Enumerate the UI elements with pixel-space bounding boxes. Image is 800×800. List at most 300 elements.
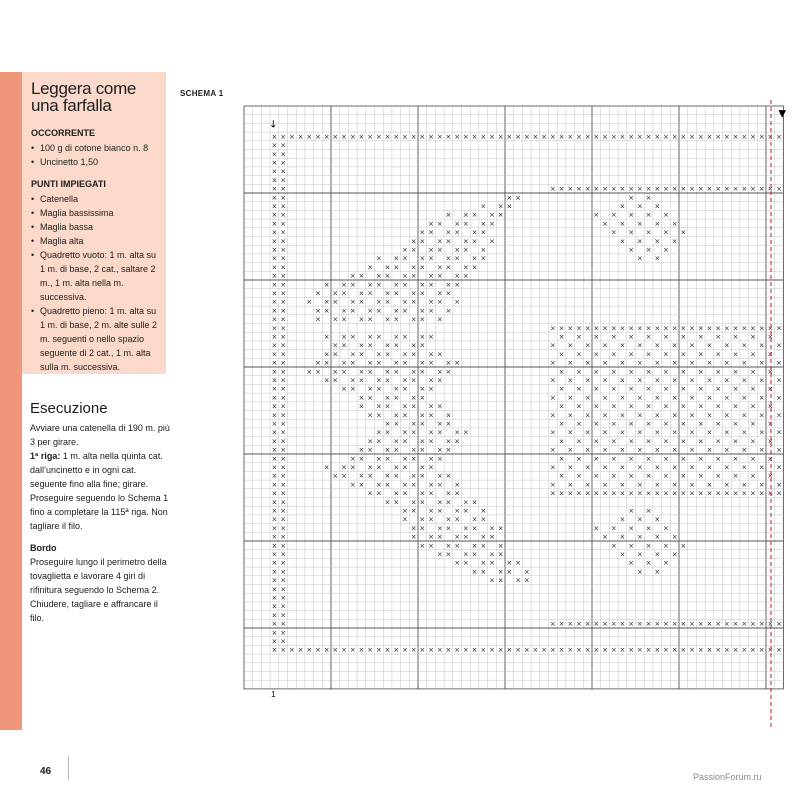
svg-text:×: × xyxy=(706,463,713,472)
svg-text:×: × xyxy=(367,332,374,341)
svg-text:×: × xyxy=(471,228,478,237)
svg-text:×: × xyxy=(280,298,287,307)
svg-text:×: × xyxy=(680,419,687,428)
svg-text:×: × xyxy=(558,419,565,428)
svg-text:×: × xyxy=(358,315,365,324)
svg-text:×: × xyxy=(776,646,782,655)
svg-text:×: × xyxy=(558,489,565,498)
svg-text:×: × xyxy=(602,393,608,402)
svg-text:×: × xyxy=(628,506,635,515)
svg-text:×: × xyxy=(393,263,400,272)
svg-text:×: × xyxy=(663,367,669,376)
punti-heading: PUNTI IMPIEGATI xyxy=(31,179,106,189)
svg-text:×: × xyxy=(628,559,635,568)
svg-text:×: × xyxy=(436,498,443,507)
svg-text:×: × xyxy=(280,141,287,150)
svg-text:×: × xyxy=(454,280,461,289)
svg-text:×: × xyxy=(776,376,782,385)
svg-text:×: × xyxy=(776,341,782,350)
svg-text:×: × xyxy=(271,463,278,472)
svg-text:×: × xyxy=(767,472,774,481)
svg-text:×: × xyxy=(776,446,782,455)
svg-text:×: × xyxy=(758,620,765,629)
svg-text:×: × xyxy=(723,463,730,472)
svg-text:×: × xyxy=(576,489,582,498)
svg-text:×: × xyxy=(654,567,661,576)
svg-text:×: × xyxy=(436,550,443,559)
svg-text:×: × xyxy=(645,524,652,533)
svg-text:×: × xyxy=(628,385,635,394)
svg-text:×: × xyxy=(384,315,391,324)
svg-text:×: × xyxy=(480,515,487,524)
svg-text:×: × xyxy=(593,472,600,481)
svg-text:×: × xyxy=(750,419,756,428)
svg-text:×: × xyxy=(619,376,626,385)
svg-text:×: × xyxy=(706,393,713,402)
svg-text:×: × xyxy=(393,437,400,446)
svg-text:×: × xyxy=(680,228,687,237)
svg-text:×: × xyxy=(271,402,278,411)
svg-text:×: × xyxy=(271,324,278,333)
svg-text:×: × xyxy=(280,585,287,594)
svg-text:×: × xyxy=(671,132,678,141)
svg-text:×: × xyxy=(645,402,652,411)
svg-text:×: × xyxy=(671,237,678,246)
svg-text:×: × xyxy=(689,185,695,194)
svg-text:×: × xyxy=(602,219,608,228)
svg-text:×: × xyxy=(645,506,652,515)
svg-text:×: × xyxy=(758,480,765,489)
list-item: • Quadretto pieno: 1 m. alta su 1 m. di base, 2 m. alte sulle 2 m. seguenti o nello spazio seguente di 2 cat., 1 m. alta sulla m. successiva. xyxy=(31,304,160,374)
svg-text:×: × xyxy=(567,185,574,194)
svg-text:×: × xyxy=(628,245,635,254)
svg-text:×: × xyxy=(549,341,556,350)
svg-text:×: × xyxy=(619,480,626,489)
svg-text:×: × xyxy=(636,646,643,655)
svg-text:×: × xyxy=(410,524,417,533)
svg-text:×: × xyxy=(393,385,400,394)
svg-text:×: × xyxy=(671,376,678,385)
svg-text:×: × xyxy=(671,646,678,655)
svg-text:×: × xyxy=(323,350,330,359)
svg-text:×: × xyxy=(767,324,774,333)
svg-text:×: × xyxy=(349,359,356,368)
svg-text:×: × xyxy=(280,489,287,498)
start-arrow-icon: ↓ xyxy=(269,119,278,131)
svg-text:×: × xyxy=(584,480,591,489)
svg-text:×: × xyxy=(271,602,278,611)
svg-text:×: × xyxy=(480,541,487,550)
svg-text:×: × xyxy=(402,480,408,489)
svg-text:×: × xyxy=(706,376,713,385)
svg-text:×: × xyxy=(436,480,443,489)
svg-text:×: × xyxy=(410,341,417,350)
svg-text:×: × xyxy=(645,245,652,254)
svg-text:×: × xyxy=(393,463,400,472)
svg-text:×: × xyxy=(480,219,487,228)
svg-text:×: × xyxy=(280,237,287,246)
svg-text:×: × xyxy=(428,350,434,359)
svg-text:×: × xyxy=(549,489,556,498)
svg-text:×: × xyxy=(689,489,695,498)
svg-text:×: × xyxy=(567,411,574,420)
svg-text:×: × xyxy=(697,454,704,463)
svg-text:×: × xyxy=(628,211,635,220)
svg-text:×: × xyxy=(271,593,278,602)
svg-text:×: × xyxy=(410,446,417,455)
svg-text:×: × xyxy=(349,350,356,359)
svg-text:×: × xyxy=(619,359,626,368)
svg-text:×: × xyxy=(271,393,278,402)
svg-text:×: × xyxy=(384,263,391,272)
svg-text:×: × xyxy=(419,228,426,237)
svg-text:×: × xyxy=(402,437,408,446)
svg-text:×: × xyxy=(402,245,408,254)
svg-text:×: × xyxy=(558,454,565,463)
svg-text:×: × xyxy=(410,480,417,489)
svg-text:×: × xyxy=(419,341,426,350)
svg-text:×: × xyxy=(506,132,513,141)
svg-text:×: × xyxy=(654,550,661,559)
svg-text:×: × xyxy=(541,132,548,141)
svg-text:×: × xyxy=(671,480,678,489)
svg-text:×: × xyxy=(549,411,556,420)
svg-text:×: × xyxy=(341,332,347,341)
svg-text:×: × xyxy=(584,376,591,385)
svg-text:×: × xyxy=(489,646,495,655)
bordo-label-text: Bordo xyxy=(30,543,57,553)
svg-text:×: × xyxy=(428,454,434,463)
svg-text:×: × xyxy=(654,646,661,655)
svg-text:×: × xyxy=(341,280,347,289)
svg-text:×: × xyxy=(471,237,478,246)
svg-text:×: × xyxy=(706,359,713,368)
svg-text:×: × xyxy=(375,428,382,437)
svg-text:×: × xyxy=(375,332,382,341)
svg-text:×: × xyxy=(663,324,669,333)
svg-text:×: × xyxy=(341,463,347,472)
svg-text:×: × xyxy=(697,385,704,394)
svg-text:×: × xyxy=(645,454,652,463)
svg-text:×: × xyxy=(645,419,652,428)
svg-text:×: × xyxy=(567,132,574,141)
svg-text:×: × xyxy=(636,411,643,420)
svg-text:×: × xyxy=(341,385,347,394)
svg-text:×: × xyxy=(445,211,452,220)
svg-text:×: × xyxy=(349,385,356,394)
svg-text:×: × xyxy=(732,646,739,655)
svg-text:×: × xyxy=(271,350,278,359)
svg-text:×: × xyxy=(750,437,756,446)
svg-text:×: × xyxy=(288,646,295,655)
svg-text:×: × xyxy=(750,489,756,498)
svg-text:×: × xyxy=(645,646,652,655)
svg-text:×: × xyxy=(663,211,669,220)
svg-text:×: × xyxy=(689,132,695,141)
svg-text:×: × xyxy=(480,228,487,237)
svg-text:×: × xyxy=(732,454,739,463)
svg-text:×: × xyxy=(654,219,661,228)
article-title xyxy=(31,80,160,114)
svg-text:×: × xyxy=(558,402,565,411)
svg-text:×: × xyxy=(367,341,374,350)
svg-text:×: × xyxy=(306,367,313,376)
svg-text:×: × xyxy=(602,489,608,498)
svg-text:×: × xyxy=(497,646,504,655)
svg-text:×: × xyxy=(636,446,643,455)
svg-text:×: × xyxy=(454,506,461,515)
svg-text:×: × xyxy=(558,350,565,359)
svg-text:×: × xyxy=(602,324,608,333)
svg-text:×: × xyxy=(558,437,565,446)
svg-text:×: × xyxy=(558,620,565,629)
list-item: • Uncinetto 1,50 xyxy=(31,155,160,169)
svg-text:×: × xyxy=(436,237,443,246)
svg-text:×: × xyxy=(489,132,495,141)
svg-text:×: × xyxy=(271,585,278,594)
svg-text:×: × xyxy=(767,419,774,428)
svg-text:×: × xyxy=(349,463,356,472)
svg-text:×: × xyxy=(689,446,695,455)
svg-text:×: × xyxy=(715,402,722,411)
svg-text:×: × xyxy=(567,463,574,472)
svg-text:×: × xyxy=(384,446,391,455)
svg-text:×: × xyxy=(506,646,513,655)
svg-text:×: × xyxy=(619,646,626,655)
svg-text:×: × xyxy=(593,437,600,446)
row-arrow-icon: ▼ xyxy=(778,108,787,120)
svg-text:×: × xyxy=(636,567,643,576)
svg-text:×: × xyxy=(506,193,513,202)
svg-text:×: × xyxy=(384,393,391,402)
svg-text:×: × xyxy=(636,620,643,629)
svg-text:×: × xyxy=(776,489,782,498)
svg-text:×: × xyxy=(680,324,687,333)
svg-text:×: × xyxy=(619,132,626,141)
svg-text:×: × xyxy=(341,289,347,298)
svg-text:×: × xyxy=(628,132,635,141)
svg-text:×: × xyxy=(341,315,347,324)
svg-text:×: × xyxy=(471,498,478,507)
svg-text:×: × xyxy=(584,132,591,141)
svg-text:×: × xyxy=(445,254,452,263)
svg-text:×: × xyxy=(454,359,461,368)
svg-text:×: × xyxy=(541,646,548,655)
svg-text:×: × xyxy=(610,419,617,428)
svg-text:×: × xyxy=(454,646,461,655)
svg-text:×: × xyxy=(567,376,574,385)
title-line-2: una farfalla xyxy=(31,96,112,115)
svg-text:×: × xyxy=(567,324,574,333)
svg-text:×: × xyxy=(419,541,426,550)
svg-text:×: × xyxy=(358,367,365,376)
svg-text:×: × xyxy=(445,550,452,559)
schema-label: SCHEMA 1 xyxy=(180,89,224,98)
svg-text:×: × xyxy=(436,533,443,542)
svg-text:×: × xyxy=(402,428,408,437)
svg-text:×: × xyxy=(436,454,443,463)
svg-text:×: × xyxy=(436,506,443,515)
svg-text:×: × xyxy=(602,620,608,629)
svg-text:×: × xyxy=(358,446,365,455)
svg-text:×: × xyxy=(402,359,408,368)
svg-text:×: × xyxy=(776,359,782,368)
svg-text:×: × xyxy=(750,454,756,463)
svg-text:×: × xyxy=(375,646,382,655)
svg-text:×: × xyxy=(723,489,730,498)
svg-text:×: × xyxy=(680,472,687,481)
svg-text:×: × xyxy=(454,541,461,550)
svg-text:×: × xyxy=(436,263,443,272)
svg-text:×: × xyxy=(619,237,626,246)
svg-text:×: × xyxy=(680,620,687,629)
svg-text:×: × xyxy=(767,402,774,411)
svg-text:×: × xyxy=(523,646,530,655)
svg-text:×: × xyxy=(489,576,495,585)
svg-text:×: × xyxy=(271,150,278,159)
svg-text:×: × xyxy=(280,332,287,341)
svg-text:×: × xyxy=(610,489,617,498)
svg-text:×: × xyxy=(341,132,347,141)
svg-text:×: × xyxy=(280,463,287,472)
svg-text:×: × xyxy=(558,646,565,655)
esecuzione-title: Esecuzione xyxy=(30,400,108,417)
svg-text:×: × xyxy=(271,167,278,176)
svg-text:×: × xyxy=(741,393,748,402)
riga-paragraph xyxy=(30,449,170,533)
svg-text:×: × xyxy=(436,350,443,359)
svg-text:×: × xyxy=(715,472,722,481)
svg-text:×: × xyxy=(671,324,678,333)
svg-text:×: × xyxy=(732,185,739,194)
svg-text:×: × xyxy=(732,472,739,481)
svg-text:×: × xyxy=(602,185,608,194)
svg-text:×: × xyxy=(280,280,287,289)
svg-text:×: × xyxy=(480,559,487,568)
svg-text:×: × xyxy=(445,359,452,368)
svg-text:×: × xyxy=(462,219,469,228)
svg-text:×: × xyxy=(776,463,782,472)
svg-text:×: × xyxy=(280,611,287,620)
svg-text:×: × xyxy=(402,515,408,524)
svg-text:×: × xyxy=(741,489,748,498)
svg-text:×: × xyxy=(402,272,408,281)
svg-text:×: × xyxy=(367,472,374,481)
svg-text:×: × xyxy=(428,541,434,550)
svg-text:×: × xyxy=(663,350,669,359)
svg-text:×: × xyxy=(454,219,461,228)
svg-text:×: × xyxy=(645,350,652,359)
svg-text:×: × xyxy=(306,132,313,141)
svg-text:×: × xyxy=(654,237,661,246)
svg-text:×: × xyxy=(732,419,739,428)
svg-text:×: × xyxy=(445,280,452,289)
svg-text:×: × xyxy=(697,437,704,446)
svg-text:×: × xyxy=(367,132,374,141)
svg-text:×: × xyxy=(445,289,452,298)
svg-text:×: × xyxy=(758,185,765,194)
bordo-label xyxy=(30,541,170,555)
crochet-chart xyxy=(238,100,787,735)
svg-text:×: × xyxy=(280,359,287,368)
svg-text:×: × xyxy=(593,367,600,376)
svg-text:×: × xyxy=(410,237,417,246)
svg-text:×: × xyxy=(758,646,765,655)
svg-text:×: × xyxy=(497,524,504,533)
svg-text:×: × xyxy=(489,211,495,220)
svg-text:×: × xyxy=(593,620,600,629)
svg-text:×: × xyxy=(636,237,643,246)
svg-text:×: × xyxy=(454,559,461,568)
svg-text:×: × xyxy=(358,341,365,350)
svg-text:×: × xyxy=(584,324,591,333)
svg-text:×: × xyxy=(671,446,678,455)
svg-text:×: × xyxy=(697,402,704,411)
svg-text:×: × xyxy=(410,245,417,254)
svg-text:×: × xyxy=(732,402,739,411)
svg-text:×: × xyxy=(715,350,722,359)
svg-text:×: × xyxy=(323,132,330,141)
svg-text:×: × xyxy=(593,489,600,498)
occorrente-list xyxy=(31,141,160,169)
svg-text:×: × xyxy=(271,315,278,324)
svg-text:×: × xyxy=(280,315,287,324)
svg-text:×: × xyxy=(515,559,521,568)
svg-text:×: × xyxy=(776,393,782,402)
svg-text:×: × xyxy=(680,132,687,141)
svg-text:×: × xyxy=(576,367,582,376)
svg-text:×: × xyxy=(636,550,643,559)
svg-text:×: × xyxy=(680,332,687,341)
svg-text:×: × xyxy=(758,324,765,333)
svg-text:×: × xyxy=(645,332,652,341)
svg-text:×: × xyxy=(367,446,374,455)
svg-text:×: × xyxy=(610,620,617,629)
svg-text:×: × xyxy=(602,428,608,437)
svg-text:×: × xyxy=(367,263,374,272)
svg-text:×: × xyxy=(663,245,669,254)
svg-text:×: × xyxy=(471,524,478,533)
svg-text:×: × xyxy=(271,620,278,629)
svg-text:×: × xyxy=(428,480,434,489)
svg-text:×: × xyxy=(697,185,704,194)
svg-text:×: × xyxy=(471,263,478,272)
svg-text:×: × xyxy=(567,620,574,629)
svg-text:×: × xyxy=(723,132,730,141)
svg-text:×: × xyxy=(567,359,574,368)
svg-text:×: × xyxy=(428,385,434,394)
svg-text:×: × xyxy=(428,280,434,289)
svg-text:×: × xyxy=(610,524,617,533)
svg-text:×: × xyxy=(549,446,556,455)
svg-text:×: × xyxy=(471,567,478,576)
svg-text:×: × xyxy=(315,306,321,315)
svg-text:×: × xyxy=(280,472,287,481)
svg-text:×: × xyxy=(750,620,756,629)
title-line-1: Leggera come xyxy=(31,79,137,98)
svg-text:×: × xyxy=(723,620,730,629)
svg-text:×: × xyxy=(732,620,739,629)
svg-text:×: × xyxy=(497,211,504,220)
svg-text:×: × xyxy=(715,385,722,394)
svg-text:×: × xyxy=(715,437,722,446)
svg-text:×: × xyxy=(741,620,748,629)
svg-text:×: × xyxy=(515,646,521,655)
svg-text:×: × xyxy=(271,306,278,315)
svg-text:×: × xyxy=(445,515,452,524)
svg-text:×: × xyxy=(323,376,330,385)
svg-text:×: × xyxy=(619,185,626,194)
